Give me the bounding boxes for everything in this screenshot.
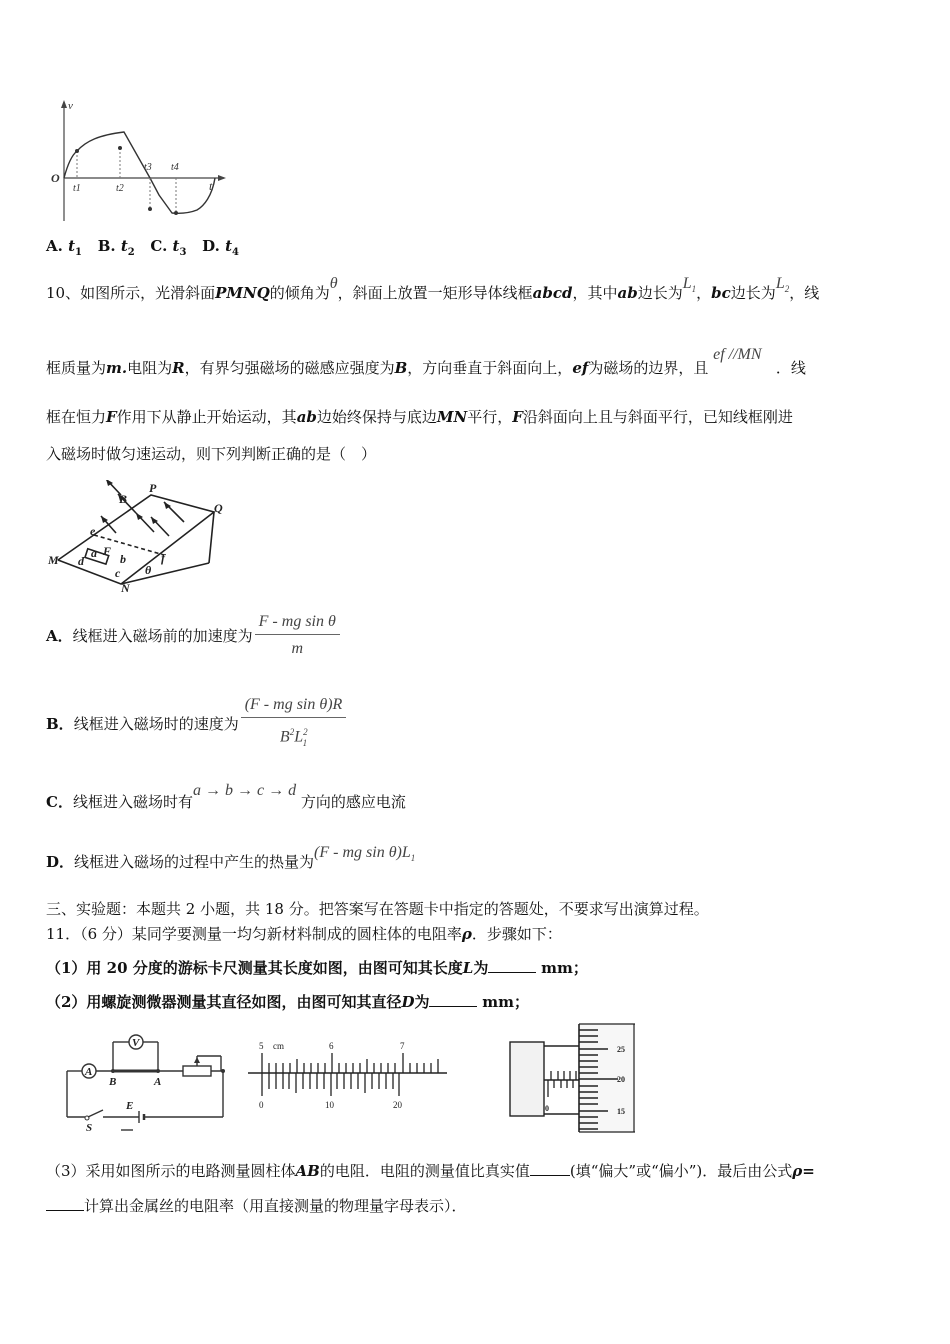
answer-blank-diameter[interactable]	[429, 992, 477, 1007]
label-M: M	[48, 553, 59, 567]
label-f: f	[161, 551, 165, 565]
q9-option-a[interactable]: A. $t_1$	[46, 237, 83, 258]
label-d: d	[78, 554, 84, 568]
tick-t3: t3	[144, 162, 152, 173]
q10-line4: 入磁场时做匀速运动，则下列判断正确的是（ ）	[46, 445, 377, 463]
micrometer-label-25: 25	[617, 1045, 625, 1054]
voltmeter-label: V	[132, 1037, 140, 1049]
q10-line1: 10、如图所示，光滑斜面PMNQ的倾角为θ，斜面上放置一矩形导体线框abcd，其中ab边长为$L_1$，bc边长为$L_2$，线	[46, 275, 820, 302]
q11-step1: （1）用 20 分度的游标卡尺测量其长度如图，由图可知其长度L为 mm；	[46, 959, 588, 977]
label-c: c	[115, 566, 121, 580]
q10-option-d[interactable]: D．线框进入磁场的过程中产生的热量为(F - mg $\sin \theta)L_1$	[46, 844, 416, 871]
q11-step2: （2）用螺旋测微器测量其直径如图，由图可知其直径D为 mm；	[46, 993, 530, 1011]
label-e: e	[90, 524, 96, 538]
label-theta: θ	[145, 563, 152, 577]
vernier-label-10: 10	[325, 1100, 334, 1110]
q11-step3-line1: （3）采用如图所示的电路测量圆柱体AB的电阻．电阻的测量值比真实值 (填“偏大”或“偏小”)．最后由公式ρ=	[46, 1162, 815, 1180]
label-N: N	[121, 581, 130, 595]
micrometer-label-15: 15	[617, 1107, 625, 1116]
caliper-label-5: 5	[259, 1041, 264, 1051]
q9-options	[46, 236, 239, 263]
section3-title: 三、实验题：本题共 2 小题，共 18 分。把答案写在答题卡中指定的答题处，不要求写出演算过程。	[46, 900, 709, 918]
q9-option-b[interactable]: B. $t_2$	[97, 237, 135, 258]
origin-label: O	[51, 171, 60, 185]
q10-option-b[interactable]: B． 线框进入磁场时的速度为 $\frac{\text{(F - mg sin θ)R}}{B^2L^2_1}$	[46, 695, 346, 753]
q9-option-c[interactable]: C. $t_3$	[150, 237, 187, 258]
answer-blank-formula[interactable]	[46, 1196, 84, 1211]
tick-t1: t1	[73, 183, 81, 194]
tick-t4: t4	[171, 162, 179, 173]
q10-line3: 框在恒力F作用下从静止开始运动，其ab边始终保持与底边MN平行，F沿斜面向上且与斜面平行，已知线框刚进	[46, 408, 793, 426]
label-a: a	[91, 546, 97, 560]
q11-intro: 11．（6 分）某同学要测量一均匀新材料制成的圆柱体的电阻率ρ．步骤如下：	[46, 925, 562, 943]
q9-option-d[interactable]: D. $t_4$	[202, 237, 239, 258]
q9-vt-graph	[44, 98, 234, 226]
caliper-label-6: 6	[329, 1041, 334, 1051]
label-B: B	[119, 492, 128, 506]
micrometer-diagram	[508, 1022, 638, 1134]
vernier-label-20: 20	[393, 1100, 402, 1110]
ammeter-label: A	[85, 1066, 93, 1078]
circuit-diagram	[55, 1025, 235, 1135]
caliper-label-7: 7	[400, 1041, 405, 1051]
q10-option-a[interactable]: A． 线框进入磁场前的加速度为 $\frac{\text{F - mg sin θ}}{m}$	[46, 612, 340, 659]
q11-step3-line2: 计算出金属丝的电阻率（用直接测量的物理量字母表示）．	[46, 1196, 467, 1216]
q10-incline-diagram	[46, 480, 236, 595]
vernier-caliper-diagram	[245, 1038, 450, 1113]
vernier-label-0: 0	[259, 1100, 264, 1110]
v-axis-label: v	[68, 100, 73, 112]
label-F: F	[103, 544, 112, 558]
q10-line2: 框质量为m.电阻为R，有界匀强磁场的磁感应强度为B，方向垂直于斜面向上，ef为磁场的边界，且 ef //MN ．线	[46, 346, 806, 377]
emf-E-label: E	[126, 1100, 134, 1112]
answer-blank-bias[interactable]	[530, 1161, 570, 1176]
tick-t2: t2	[116, 183, 124, 194]
point-B-label: B	[109, 1076, 117, 1088]
switch-S-label: S	[86, 1122, 93, 1134]
t-axis-label: t	[209, 179, 213, 193]
answer-blank-length[interactable]	[488, 958, 536, 973]
label-P: P	[149, 481, 157, 495]
point-A-label: A	[154, 1076, 162, 1088]
label-Q: Q	[214, 501, 223, 515]
micrometer-label-20: 20	[617, 1075, 625, 1084]
micrometer-label-0: 0	[545, 1104, 549, 1113]
caliper-label-cm: cm	[273, 1041, 284, 1051]
label-b: b	[120, 552, 126, 566]
q10-option-c[interactable]: C．线框进入磁场时有a → b → c → d 方向的感应电流	[46, 782, 406, 811]
